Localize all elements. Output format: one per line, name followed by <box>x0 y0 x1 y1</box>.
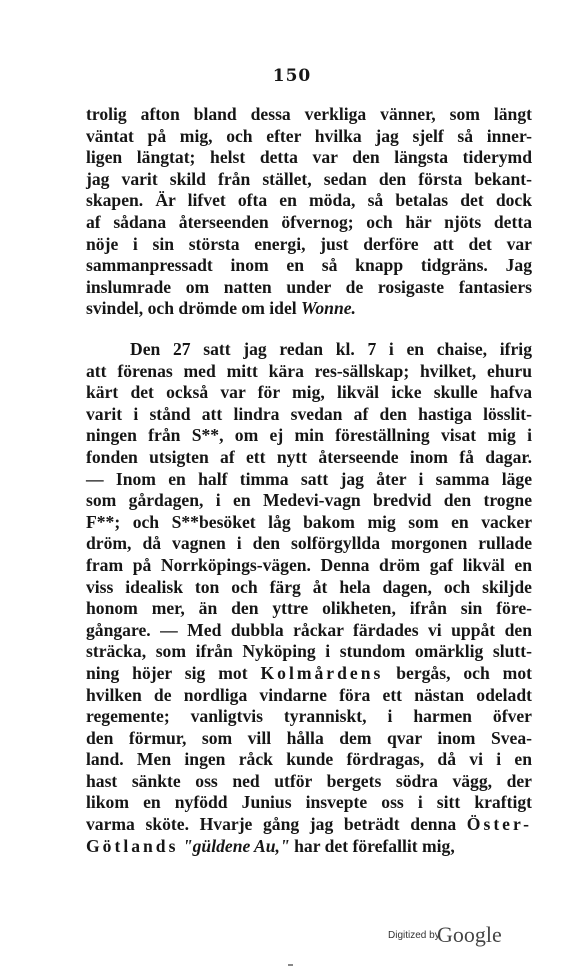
page-number: 150 <box>272 66 312 86</box>
text-segment: har det förefallit mig, <box>294 835 455 856</box>
text-line: fonden utsigten af ett nytt återseende inom få dagar. <box>86 446 532 467</box>
text-line: sammanpressadt inom en så knapp tidgräns. Jag <box>86 255 532 276</box>
text-line: den förmur, som vill hålla dem qvar inom Svea- <box>86 727 532 748</box>
google-logo: Google <box>437 922 502 947</box>
text-line: att förenas med mitt kära res-sällskap; hvilket, ehuru <box>86 360 532 381</box>
text-line: hvilken de nordliga vindarne föra ett nästan odeladt <box>86 684 532 705</box>
text-line <box>86 836 532 858</box>
italic-quote: "güldene Au," <box>182 835 290 856</box>
scan-speck <box>288 964 293 966</box>
spaced-name: Kolmårdens <box>260 662 384 683</box>
italic-word: Wonne. <box>301 298 356 319</box>
text-line <box>86 663 532 685</box>
text-line: af sådana återseenden öfvernog; och här njöts detta <box>86 211 532 232</box>
digitized-by-label: Digitized by <box>388 930 440 941</box>
text-segment: ning höjer sig mot <box>86 662 261 683</box>
text-line: skapen. Är lifvet ofta en möda, så betalas det dock <box>86 190 532 211</box>
text-line: jag varit skild från stället, sedan den första bekant- <box>86 168 532 189</box>
text-line <box>86 298 532 320</box>
text-line: dröm, då vagnen i den solförgyllda morgonen rullade <box>86 533 532 554</box>
text-line: land. Men ingen råck kunde fördragas, då vi i en <box>86 749 532 770</box>
text-segment: bergås, och mot <box>383 662 532 683</box>
text-line: sträcka, som ifrån Nyköping i stundom omärklig slutt- <box>86 641 532 662</box>
text-line: nöje i sin största energi, just derföre att det var <box>86 233 532 254</box>
text-line: gångare. — Med dubbla råckar färdades vi uppåt den <box>86 619 532 640</box>
text-line: honom mer, än den yttre olikheten, ifrån sin före- <box>86 598 532 619</box>
text-line: som gårdagen, i en Medevi-vagn bredvid den trogne <box>86 490 532 511</box>
text-line: varit i stånd att lindra svedan af den hastiga lösslit- <box>86 403 532 424</box>
text-line: viss idealisk ton och färg åt hela dagen, och skiljde <box>86 576 532 597</box>
text-line: trolig afton bland dessa verkliga vänner, som längt <box>86 104 532 124</box>
spaced-name: Götlands <box>86 835 179 856</box>
text-line: väntat på mig, och efter hvilka jag sjelf så inner- <box>86 125 532 146</box>
text-segment: varma sköte. Hvarje gång jag beträdt denna <box>86 814 467 835</box>
text-line: kärt det också var för mig, likväl icke skulle hafva <box>86 382 532 403</box>
text-line: — Inom en half timma satt jag åter i samma läge <box>86 468 532 489</box>
text-line <box>86 814 532 836</box>
paragraph-1 <box>86 104 532 320</box>
text-line: regemente; vanligtvis tyranniskt, i harmen öfver <box>86 706 532 727</box>
text-line: Den 27 satt jag redan kl. 7 i en chaise, ifrig <box>130 339 532 359</box>
text-line: likom en nyfödd Junius insvepte oss i sitt kraftigt <box>86 792 532 813</box>
text-line: fram på Norrköpings-vägen. Denna dröm gaf likväl en <box>86 554 532 575</box>
text-line: inslumrade om natten under de rosigaste fantasiers <box>86 276 532 297</box>
text-line: hast sänkte oss ned utför bergets södra vägg, der <box>86 770 532 791</box>
paragraph-2 <box>86 339 532 857</box>
spaced-name: Öster- <box>466 814 532 835</box>
text-line: F**; och S**besöket låg bakom mig som en vacker <box>86 511 532 532</box>
text-segment: svindel, och drömde om idel <box>86 298 302 319</box>
text-line: ligen längtat; helst detta var den längsta tiderymd <box>86 147 532 168</box>
text-line: ningen från S**, om ej min föreställning visat mig i <box>86 425 532 446</box>
